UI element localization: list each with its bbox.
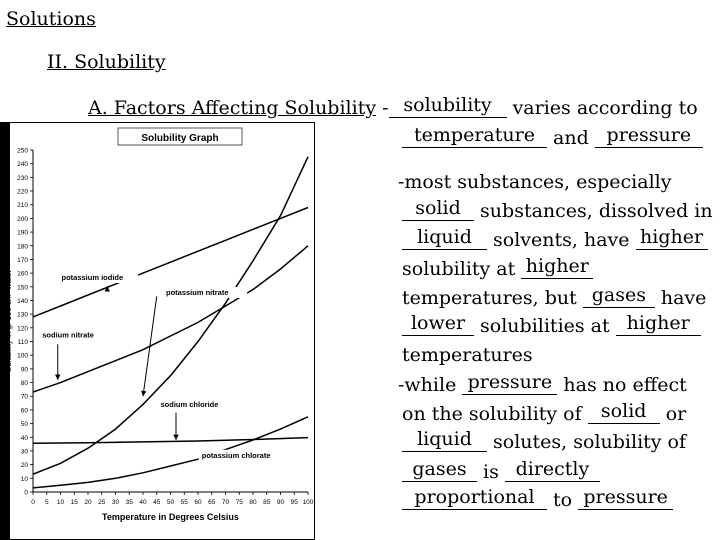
x-tick-label: 25 [98,499,106,506]
blank-answer: higher [636,229,708,250]
solubility-graph [0,122,315,540]
blank-answer: gases [583,287,655,308]
x-tick-label: 35 [125,499,133,506]
fill-in-line-5: liquid solvents, have higher [402,229,708,251]
y-tick-label: 230 [17,174,28,182]
y-tick-label: 120 [17,325,28,333]
blank-answer: higher [521,258,593,279]
fill-in-line-4: solid substances, dissolved in [402,200,713,222]
blank-answer: directly [505,461,600,482]
x-tick-label: 50 [166,499,175,506]
series-label: potassium nitrate [166,288,229,298]
x-tick-label: 95 [290,499,298,506]
text-line-3: -most substances, especially [398,171,672,193]
blank-answer: pressure [578,489,673,510]
series-label: sodium nitrate [42,330,94,340]
x-tick-label: 100 [302,499,314,506]
y-tick-label: 130 [17,311,28,319]
y-tick-label: 80 [20,380,28,388]
solubility-chart-svg [0,122,315,540]
fill-in-line-10: -while pressure has no effect [398,371,687,396]
y-tick-label: 190 [17,229,28,237]
blank-answer: solid [588,403,660,424]
x-tick-label: 65 [208,499,216,506]
y-tick-label: 100 [17,352,28,360]
x-tick-label: 10 [56,499,65,506]
x-axis-label: Temperature in Degrees Celsius [102,512,239,522]
fill-in-line-11: on the solubility of solid or [402,400,687,425]
fill-in-line-14: proportional to pressure [402,489,673,511]
y-tick-label: 50 [20,421,28,429]
y-tick-label: 170 [17,256,28,264]
x-tick-label: 70 [221,499,230,506]
fill-in-line-1: A. Factors Affecting Solubility - solubility varies according to [88,94,698,119]
y-tick-label: 160 [17,270,28,278]
fill-in-line-7: temperatures, but gases have [402,284,707,309]
series-label: sodium chloride [160,400,219,410]
fill-in-line-6: solubility at higher [402,258,593,280]
blank-answer: liquid [402,229,487,250]
blank-answer: pressure [462,374,557,395]
x-tick-label: 40 [139,499,147,506]
blank-answer: higher [616,315,701,336]
y-tick-label: 20 [20,462,28,470]
fill-in-line-13: gases is directly [402,461,600,483]
blank-answer: liquid [402,431,487,452]
x-tick-label: 30 [111,499,120,506]
y-tick-label: 30 [20,448,28,456]
y-tick-label: 110 [17,339,28,347]
series-label: potassium chlorate [201,450,271,460]
series-label: potassium iodide [61,272,124,282]
x-tick-label: 90 [276,499,285,506]
text-line-9: temperatures [402,344,533,366]
x-tick-label: 5 [44,499,49,506]
blank-answer: lower [402,315,474,336]
blank-answer: proportional [402,489,547,510]
fill-in-line-2: temperature and pressure [402,127,703,149]
x-tick-label: 80 [249,499,257,506]
x-tick-label: 20 [84,499,92,506]
x-tick-label: 15 [70,499,78,506]
y-tick-label: 210 [17,202,28,210]
subsection-heading: A. Factors Affecting Solubility [88,97,377,119]
y-tick-label: 70 [20,393,28,401]
blank-answer: gases [402,461,477,482]
blank-answer: solubility [389,97,507,118]
x-tick-label: 55 [180,499,188,506]
x-tick-label: 45 [153,499,161,506]
y-tick-label: 60 [20,407,28,415]
y-tick-label: 40 [20,434,28,442]
y-tick-label: 90 [20,366,28,374]
x-tick-label: 85 [263,499,271,506]
y-tick-label: 150 [17,284,28,292]
y-tick-label: 220 [17,188,28,196]
slide-heading: Solutions [6,8,96,30]
x-tick-label: 0 [31,499,35,506]
y-axis-label: Solubility in g/ 100 cm³ water [4,269,13,373]
y-tick-label: 0 [24,489,28,497]
chart-title: Solubility Graph [141,133,219,144]
x-tick-label: 75 [235,499,243,506]
y-tick-label: 200 [17,215,28,223]
y-tick-label: 180 [17,243,28,251]
blank-answer: temperature [402,127,547,148]
x-tick-label: 60 [194,499,202,506]
fill-in-line-12: liquid solutes, solubility of [402,431,686,453]
y-tick-label: 140 [17,297,28,305]
y-tick-label: 240 [17,161,28,169]
y-tick-label: 10 [20,475,28,483]
fill-in-line-8: lower solubilities at higher [402,315,701,337]
blank-answer: solid [402,200,474,221]
blank-answer: pressure [595,127,703,148]
y-tick-label: 250 [17,147,28,155]
section-heading: II. Solubility [47,51,166,73]
